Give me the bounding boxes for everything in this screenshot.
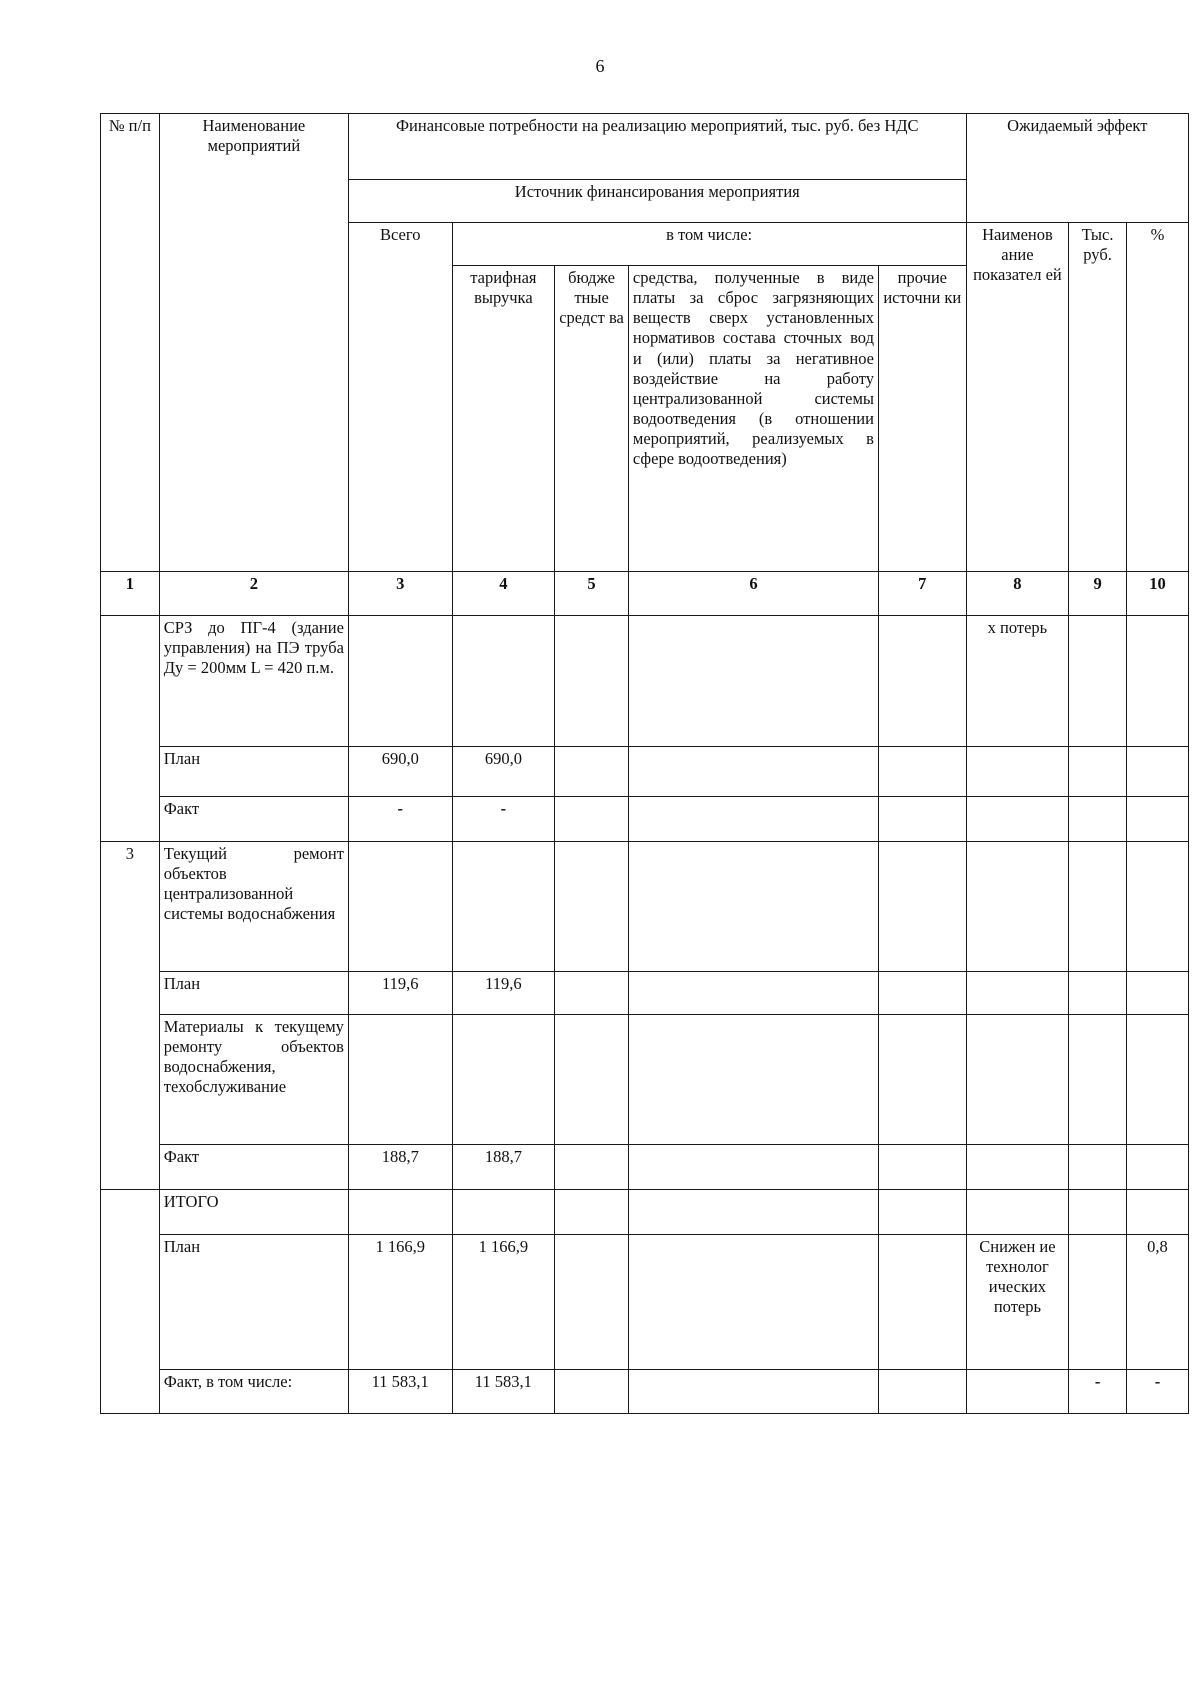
materials-name: Материалы к текущему ремонту объектов водоснабжения, техобслуживание bbox=[159, 1015, 348, 1145]
col-number-10: 10 bbox=[1126, 572, 1188, 616]
table-row-repair-plan bbox=[101, 972, 1189, 1015]
total-plan-percent: 0,8 bbox=[1126, 1235, 1188, 1370]
table-row-total-plan bbox=[101, 1235, 1189, 1370]
col-number-8: 8 bbox=[966, 572, 1069, 616]
table-row-materials-fact bbox=[101, 1145, 1189, 1190]
total-fact-total: 11 583,1 bbox=[348, 1370, 452, 1414]
header-source: Источник финансирования мероприятия bbox=[348, 180, 966, 223]
header-budget: бюдже тные средст ва bbox=[555, 266, 629, 572]
col-number-2: 2 bbox=[159, 572, 348, 616]
table-row-total bbox=[101, 1190, 1189, 1235]
total-plan-tariff: 1 166,9 bbox=[452, 1235, 555, 1370]
materials-fact-total: 188,7 bbox=[348, 1145, 452, 1190]
group3-no: 3 bbox=[101, 842, 160, 1190]
srz-no-cell bbox=[101, 616, 160, 842]
total-fact-thousand: - bbox=[1069, 1370, 1127, 1414]
col-number-7: 7 bbox=[878, 572, 966, 616]
repair-plan-label: План bbox=[159, 972, 348, 1015]
total-fact-label: Факт, в том числе: bbox=[159, 1370, 348, 1414]
column-numbers-row bbox=[101, 572, 1189, 616]
header-expected-effect: Ожидаемый эффект bbox=[966, 114, 1188, 223]
header-percent: % bbox=[1126, 223, 1188, 572]
header-fees: средства, полученные в виде платы за сброс загрязняющих веществ сверх установленных нормативов состава сточных вод и (или) платы за негативное воздействие на работу централизованной системы водоотведения (в отношении мероприятий, реализуемых в сфере водоотведения) bbox=[628, 266, 878, 572]
header-tariff: тарифная выручка bbox=[452, 266, 555, 572]
total-label: ИТОГО bbox=[159, 1190, 348, 1235]
header-col-name: Наименование мероприятий bbox=[159, 114, 348, 572]
srz-fact-tariff: - bbox=[452, 797, 555, 842]
page-number: 6 bbox=[595, 56, 605, 76]
col-number-3: 3 bbox=[348, 572, 452, 616]
total-fact-tariff: 11 583,1 bbox=[452, 1370, 555, 1414]
materials-fact-label: Факт bbox=[159, 1145, 348, 1190]
total-no-cell bbox=[101, 1190, 160, 1414]
total-plan-total: 1 166,9 bbox=[348, 1235, 452, 1370]
total-plan-effect: Снижен ие технолог ических потерь bbox=[966, 1235, 1069, 1370]
table-row-srz bbox=[101, 616, 1189, 747]
srz-name: СРЗ до ПГ-4 (здание управления) на ПЭ труба Ду = 200мм L = 420 п.м. bbox=[159, 616, 348, 747]
col-number-1: 1 bbox=[101, 572, 160, 616]
srz-effect: х потерь bbox=[966, 616, 1069, 747]
srz-plan-label: План bbox=[159, 747, 348, 797]
col-number-6: 6 bbox=[628, 572, 878, 616]
table-row-materials bbox=[101, 1015, 1189, 1145]
srz-plan-total: 690,0 bbox=[348, 747, 452, 797]
measures-table bbox=[100, 113, 1189, 1414]
srz-fact-total: - bbox=[348, 797, 452, 842]
header-total: Всего bbox=[348, 223, 452, 572]
header-financial-needs: Финансовые потребности на реализацию мероприятий, тыс. руб. без НДС bbox=[348, 114, 966, 180]
header-thousand-rub: Тыс. руб. bbox=[1069, 223, 1127, 572]
header-indicator-name: Наименов ание показател ей bbox=[966, 223, 1069, 572]
total-fact-percent: - bbox=[1126, 1370, 1188, 1414]
header-row-1 bbox=[101, 114, 1189, 180]
header-col-no: № п/п bbox=[101, 114, 160, 572]
table-row-srz-fact bbox=[101, 797, 1189, 842]
col-number-5: 5 bbox=[555, 572, 629, 616]
repair-plan-tariff: 119,6 bbox=[452, 972, 555, 1015]
table-row-repair bbox=[101, 842, 1189, 972]
table-row-total-fact bbox=[101, 1370, 1189, 1414]
col-number-9: 9 bbox=[1069, 572, 1127, 616]
total-plan-label: План bbox=[159, 1235, 348, 1370]
col-number-4: 4 bbox=[452, 572, 555, 616]
srz-plan-tariff: 690,0 bbox=[452, 747, 555, 797]
srz-fact-label: Факт bbox=[159, 797, 348, 842]
materials-fact-tariff: 188,7 bbox=[452, 1145, 555, 1190]
repair-plan-total: 119,6 bbox=[348, 972, 452, 1015]
table-row-srz-plan bbox=[101, 747, 1189, 797]
header-other: прочие источни ки bbox=[878, 266, 966, 572]
header-including: в том числе: bbox=[452, 223, 966, 266]
repair-name: Текущий ремонт объектов централизованной системы водоснабжения bbox=[159, 842, 348, 972]
